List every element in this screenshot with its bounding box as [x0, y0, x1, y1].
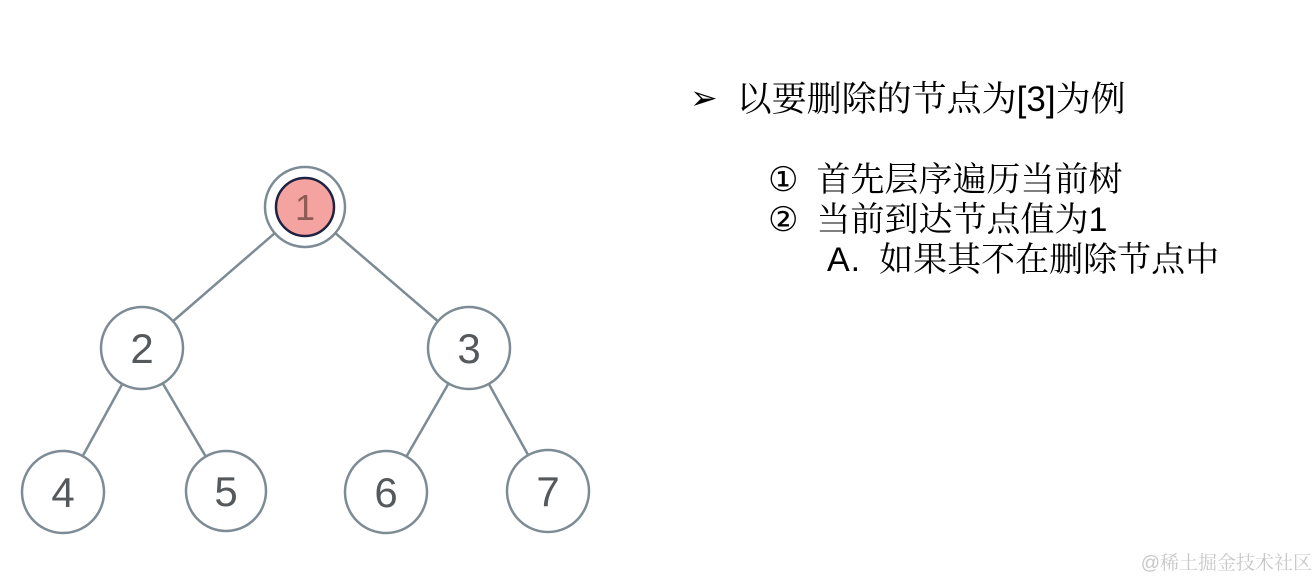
notes-list: [768, 160, 1219, 280]
tree-node-6: [345, 451, 427, 533]
tree-node-5-value: 5: [214, 468, 238, 516]
tree-node-2: [101, 307, 183, 389]
tree-node-5: [186, 451, 266, 531]
watermark: @稀土掘金技术社区: [1140, 553, 1312, 574]
notes-item-2a: [827, 240, 1219, 280]
notes-item-2-marker: ②: [768, 201, 799, 239]
tree-node-2-value: 2: [130, 325, 154, 373]
notes-item-1-text: 首先层序遍历当前树: [816, 161, 1123, 199]
tree-node-6-value: 6: [374, 469, 398, 517]
tree-node-3-value: 3: [457, 325, 481, 373]
tree-node-4: [22, 451, 104, 533]
tree-node-3: [428, 307, 510, 389]
notes-item-1-marker: ①: [768, 161, 799, 199]
notes-item-2a-text: 如果其不在删除节点中: [879, 241, 1220, 279]
tree-node-1-value: 1: [294, 186, 316, 228]
bullet-arrow-icon: ➢: [690, 78, 718, 116]
notes-item-1: [768, 160, 1219, 200]
notes-item-2a-marker: A.: [827, 241, 862, 279]
notes-item-2: [768, 200, 1219, 240]
notes-item-2-text: 当前到达节点值为1: [816, 201, 1108, 239]
tree-node-7: [507, 450, 589, 532]
tree-node-4-value: 4: [51, 469, 75, 517]
tree-node-1: [265, 167, 345, 247]
notes-heading: [690, 72, 1126, 122]
tree-node-7-value: 7: [536, 468, 560, 516]
notes-heading-text: 以要删除的节点为[3]为例: [736, 80, 1126, 119]
